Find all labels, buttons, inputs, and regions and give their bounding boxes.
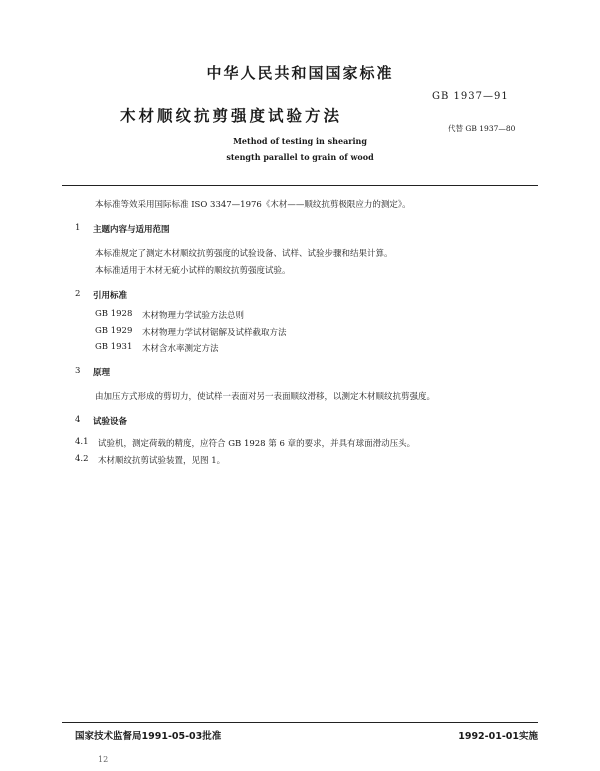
clause-text: 木材顺纹抗剪试验装置，见图 1。 (98, 456, 226, 466)
reference-code: GB 1929 (95, 326, 133, 336)
section-3-number: 3 (75, 366, 81, 376)
reference-code: GB 1931 (95, 342, 133, 352)
section-1-paragraph: 本标准规定了测定木材顺纹抗剪强度的试验设备、试样、试验步骤和结果计算。 (95, 249, 393, 259)
reference-code: GB 1928 (95, 309, 133, 319)
section-2-number: 2 (75, 289, 81, 299)
clause-text: 试验机，测定荷载的精度，应符合 GB 1928 第 6 章的要求，并具有球面滑动压头。 (98, 439, 416, 449)
page-number: 12 (98, 755, 109, 764)
english-title-line2: stength parallel to grain of wood (226, 152, 374, 162)
national-standard-heading: 中华人民共和国国家标准 (206, 64, 394, 82)
replaces-standard: 代替 GB 1937—80 (448, 124, 516, 133)
section-4-heading: 试验设备 (93, 417, 128, 427)
english-title-line1: Method of testing in shearing (233, 136, 367, 146)
clause-number: 4.1 (75, 437, 89, 447)
section-3-paragraph: 由加压方式形成的剪切力，使试样一表面对另一表面顺纹滑移，以测定木材顺纹抗剪强度。 (95, 392, 436, 402)
approval-statement: 国家技术监督局1991-05-03批准 (75, 731, 222, 742)
section-3-heading: 原理 (93, 368, 111, 378)
header-divider (62, 185, 538, 186)
clause-number: 4.2 (75, 454, 89, 464)
footer-divider (62, 722, 538, 723)
section-4-number: 4 (75, 415, 81, 425)
implementation-date: 1992-01-01实施 (458, 731, 538, 742)
standard-number: GB 1937—91 (432, 91, 509, 102)
section-2-heading: 引用标准 (93, 291, 128, 301)
section-1-paragraph: 本标准适用于木材无疵小试样的顺纹抗剪强度试验。 (95, 266, 291, 276)
document-title: 木材顺纹抗剪强度试验方法 (120, 107, 343, 125)
section-1-heading: 主题内容与适用范围 (93, 225, 170, 235)
reference-name: 木材物理力学试材锯解及试样截取方法 (142, 328, 287, 338)
reference-name: 木材物理力学试验方法总则 (142, 311, 245, 321)
intro-paragraph: 本标准等效采用国际标准 ISO 3347—1976《木材——顺纹抗剪极限应力的测定》。 (95, 200, 411, 210)
reference-name: 木材含水率测定方法 (142, 344, 219, 354)
section-1-number: 1 (75, 223, 81, 233)
